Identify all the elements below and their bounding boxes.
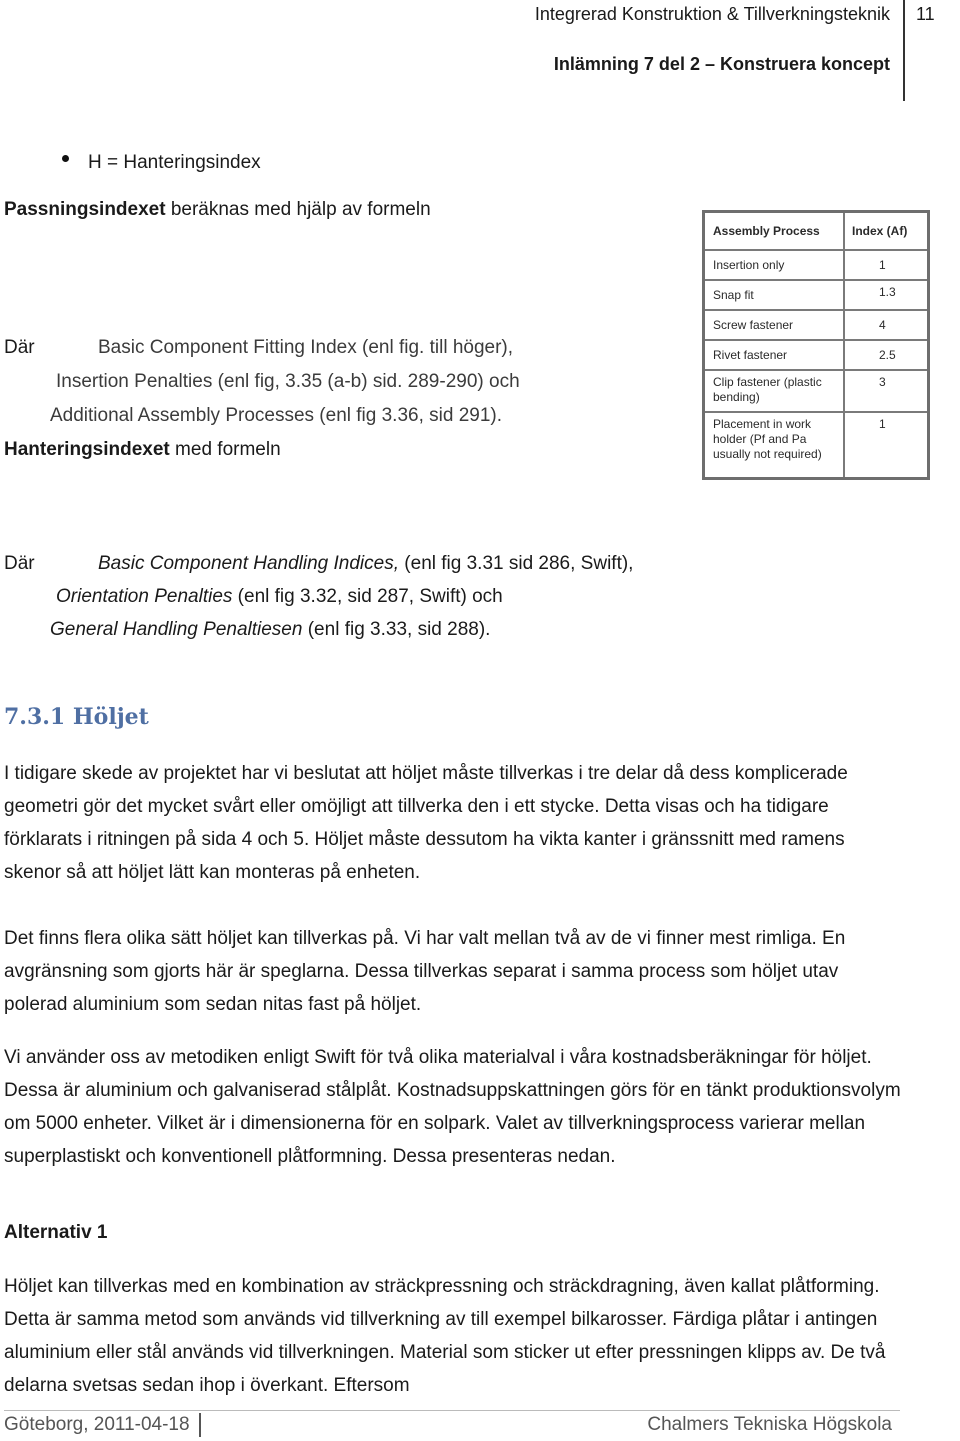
footer-institution: Chalmers Tekniska Högskola: [647, 1414, 892, 1435]
table-row: [705, 311, 927, 341]
footer-separator: [199, 1413, 201, 1437]
table-row: [705, 413, 927, 477]
paragraph-4: Höljet kan tillverkas med en kombination av sträckpressning och sträckdragning, även kallat plåtforming. Detta är samma metod som används vid tillverkning av till exempel bilkarosser. Färdiga plåtar i antingen aluminium eller stål används vid tillverkningen. Material som sticker ut efter pressningen klipps av. De två delarna svetsas sedan ihop i överkant. Eftersom: [4, 1276, 886, 1396]
table-cell-process: Clip fastener (plastic bending): [713, 375, 822, 404]
table-cell-process: Insertion only: [713, 258, 785, 272]
header-subtitle: Inlämning 7 del 2 – Konstruera koncept: [553, 54, 890, 74]
table-cell-process: Snap fit: [713, 288, 754, 302]
passning-line-2: Insertion Penalties (enl fig, 3.35 (a-b) sid. 289-290) och: [56, 371, 520, 392]
hantering-line-3: [50, 619, 490, 641]
table-header-process: Assembly Process: [713, 224, 820, 238]
hantering-line-1: [98, 553, 633, 575]
section-heading: 7.3.1 Höljet: [4, 704, 149, 730]
passning-line-1: Basic Component Fitting Index (enl fig. till höger),: [98, 337, 514, 358]
hantering-line-1-rest: (enl fig 3.31 sid 286, Swift),: [399, 553, 634, 574]
hantering-rest: med formeln: [169, 439, 281, 460]
footer-date: Göteborg, 2011-04-18: [4, 1414, 190, 1435]
table-header-row: [705, 213, 927, 251]
passning-dar: Där: [4, 337, 35, 358]
bullet-text: H = Hanteringsindex: [88, 152, 261, 173]
paragraph-3: Vi använder oss av metodiken enligt Swift för två olika materialval i våra kostnadsberäkningar för höljet. Dessa är aluminium och galvaniserad stålplåt. Kostnadsuppskattningen görs för en tänkt produktionsvolym om 5000 enheter. Vilket är i dimensionerna för en solpark. Valet av tillverkningsprocess varierar mellan superplastiskt och konventionell plåtformning. Dessa presenteras nedan.: [4, 1047, 901, 1167]
bullet-icon: [62, 155, 69, 162]
assembly-process-table: [702, 210, 930, 480]
paragraph-1: I tidigare skede av projektet har vi beslutat att höljet måste tillverkas i tre delar då dess komplicerade geometri gör det mycket svårt eller omöjligt att tillverka den i ett stycke. Detta visas och ha tidigare förklarats i ritningen på sida 4 och 5. Höljet måste dessutom ha vikta kanter i gränssnitt med ramens skenor så att höljet lätt kan monteras på enheten.: [4, 763, 848, 883]
hantering-line-2: [56, 586, 503, 608]
paragraph-2: Det finns flera olika sätt höljet kan tillverkas på. Vi har valt mellan två av de vi finner mest rimliga. En avgränsning som gjorts här är speglarna. Dessa tillverkas separat i samma process som höljet utav polerad aluminium som sedan nitas fast på höljet.: [4, 928, 846, 1015]
page-number: 11: [916, 4, 935, 24]
passning-line-3: Additional Assembly Processes (enl fig 3.36, sid 291).: [50, 405, 503, 426]
table-cell-index: 2.5: [879, 348, 896, 362]
table-cell-process: Rivet fastener: [713, 348, 788, 362]
table-cell-index: 3: [879, 375, 886, 389]
table-row: [705, 251, 927, 281]
passning-rest: beräknas med hjälp av formeln: [165, 199, 431, 220]
hantering-line-3-rest: (enl fig 3.33, sid 288).: [302, 619, 491, 640]
table-cell-index: 1.3: [879, 285, 896, 299]
table-row: [705, 341, 927, 371]
hantering-intro: [4, 439, 281, 461]
passning-bold: Passningsindexet: [4, 199, 166, 220]
passning-intro: [4, 199, 431, 221]
hantering-line-2-rest: (enl fig 3.32, sid 287, Swift) och: [232, 586, 503, 607]
table-cell-process: Placement in work holder (Pf and Pa usually not required): [713, 417, 822, 461]
table-cell-index: 1: [879, 417, 886, 431]
table-header-index: Index (Af): [852, 224, 908, 238]
footer-divider: [4, 1410, 900, 1411]
hantering-bold: Hanteringsindexet: [4, 439, 170, 460]
alternative-heading: Alternativ 1: [4, 1222, 108, 1243]
table-row: [705, 281, 927, 311]
header-divider: [903, 0, 905, 101]
header-title: Integrerad Konstruktion & Tillverkningsteknik: [534, 4, 890, 24]
hantering-line-3-italic: General Handling Penaltiesen: [50, 619, 303, 640]
table-cell-index: 4: [879, 318, 886, 332]
hantering-line-1-italic: Basic Component Handling Indices,: [98, 553, 400, 574]
hantering-dar: Där: [4, 553, 35, 574]
table-cell-index: 1: [879, 258, 886, 272]
table-row: [705, 371, 927, 413]
table-cell-process: Screw fastener: [713, 318, 794, 332]
hantering-line-2-italic: Orientation Penalties: [56, 586, 233, 607]
